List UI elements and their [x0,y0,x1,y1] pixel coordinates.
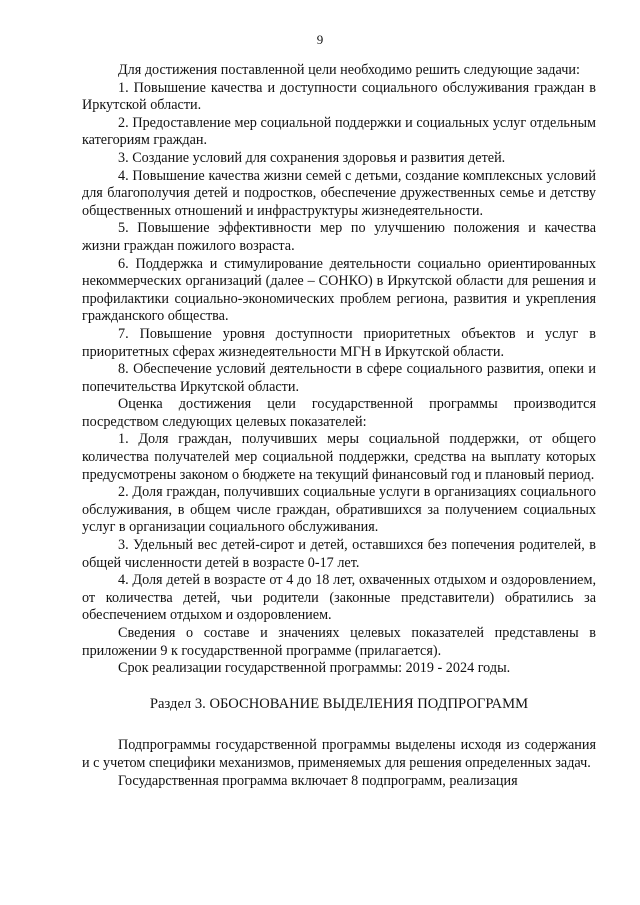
subprograms-count-paragraph: Государственная программа включает 8 подпрограмм, реализация [118,772,518,789]
document-body [82,62,596,790]
program-period: Срок реализации государственной программы: 2019 - 2024 годы. [118,660,511,677]
subprograms-paragraph: Подпрограммы государственной программы выделены исходя из содержания и с учетом специфики механизмов, применяемых для решения определенных задач. [82,737,596,771]
indicators-appendix-note: Сведения о составе и значениях целевых показателей представлены в приложении 9 к государственной программе (прилагается). [82,625,596,659]
indicator-item-2: 2. Доля граждан, получивших социальные услуги в организациях социального обслуживания, в общем числе граждан, обратившихся за получением социальных услуг в организации социального обслуживания. [82,484,596,536]
indicator-item-1: 1. Доля граждан, получивших меры социальной поддержки, от общего количества получателей мер социальной поддержки, средства на выплату которых предусмотрены законом о бюджете на текущий финансовый год и плановый период. [82,431,596,483]
indicator-item-3: 3. Удельный вес детей-сирот и детей, оставшихся без попечения родителей, в общей численности детей в возрасте 0-17 лет. [82,537,596,571]
indicators-intro: Оценка достижения цели государственной программы производится посредством следующих целевых показателей: [82,396,596,430]
paragraph-intro: Для достижения поставленной цели необходимо решить следующие задачи: [118,62,580,78]
page-number: 9 [316,32,324,47]
section-heading: Раздел 3. ОБОСНОВАНИЕ ВЫДЕЛЕНИЯ ПОДПРОГРАММ [149,695,529,712]
task-item-5: 5. Повышение эффективности мер по улучшению положения и качества жизни граждан пожилого возраста. [82,220,596,254]
task-item-1: 1. Повышение качества и доступности социального обслуживания граждан в Иркутской области. [82,79,596,114]
task-item-7: 7. Повышение уровня доступности приоритетных объектов и услуг в приоритетных сферах жизнедеятельности МГН в Иркутской области. [82,325,596,360]
task-item-6: 6. Поддержка и стимулирование деятельности социально ориентированных некоммерческих организаций (далее – СОНКО) в Иркутской области для решения и профилактики социально-экономических проблем региона, развития и укрепления гражданского общества. [82,255,596,325]
indicator-item-4: 4. Доля детей в возрасте от 4 до 18 лет, охваченных отдыхом и оздоровлением, от количества детей, чьи родители (законные представители) обратились за обеспечением отдыхом и оздоровлением. [82,572,596,624]
task-item-8: 8. Обеспечение условий деятельности в сфере социального развития, опеки и попечительства Иркутской области. [82,361,596,395]
task-item-4: 4. Повышение качества жизни семей с детьми, создание комплексных условий для благополучия детей и подростков, обеспечение дружественных семье и детству общественных отношений и инфраструктуры жизнедеятельности. [82,167,596,219]
task-item-2: 2. Предоставление мер социальной поддержки и социальных услуг отдельным категориям граждан. [82,114,596,149]
task-item-3: 3. Создание условий для сохранения здоровья и развития детей. [118,149,506,166]
